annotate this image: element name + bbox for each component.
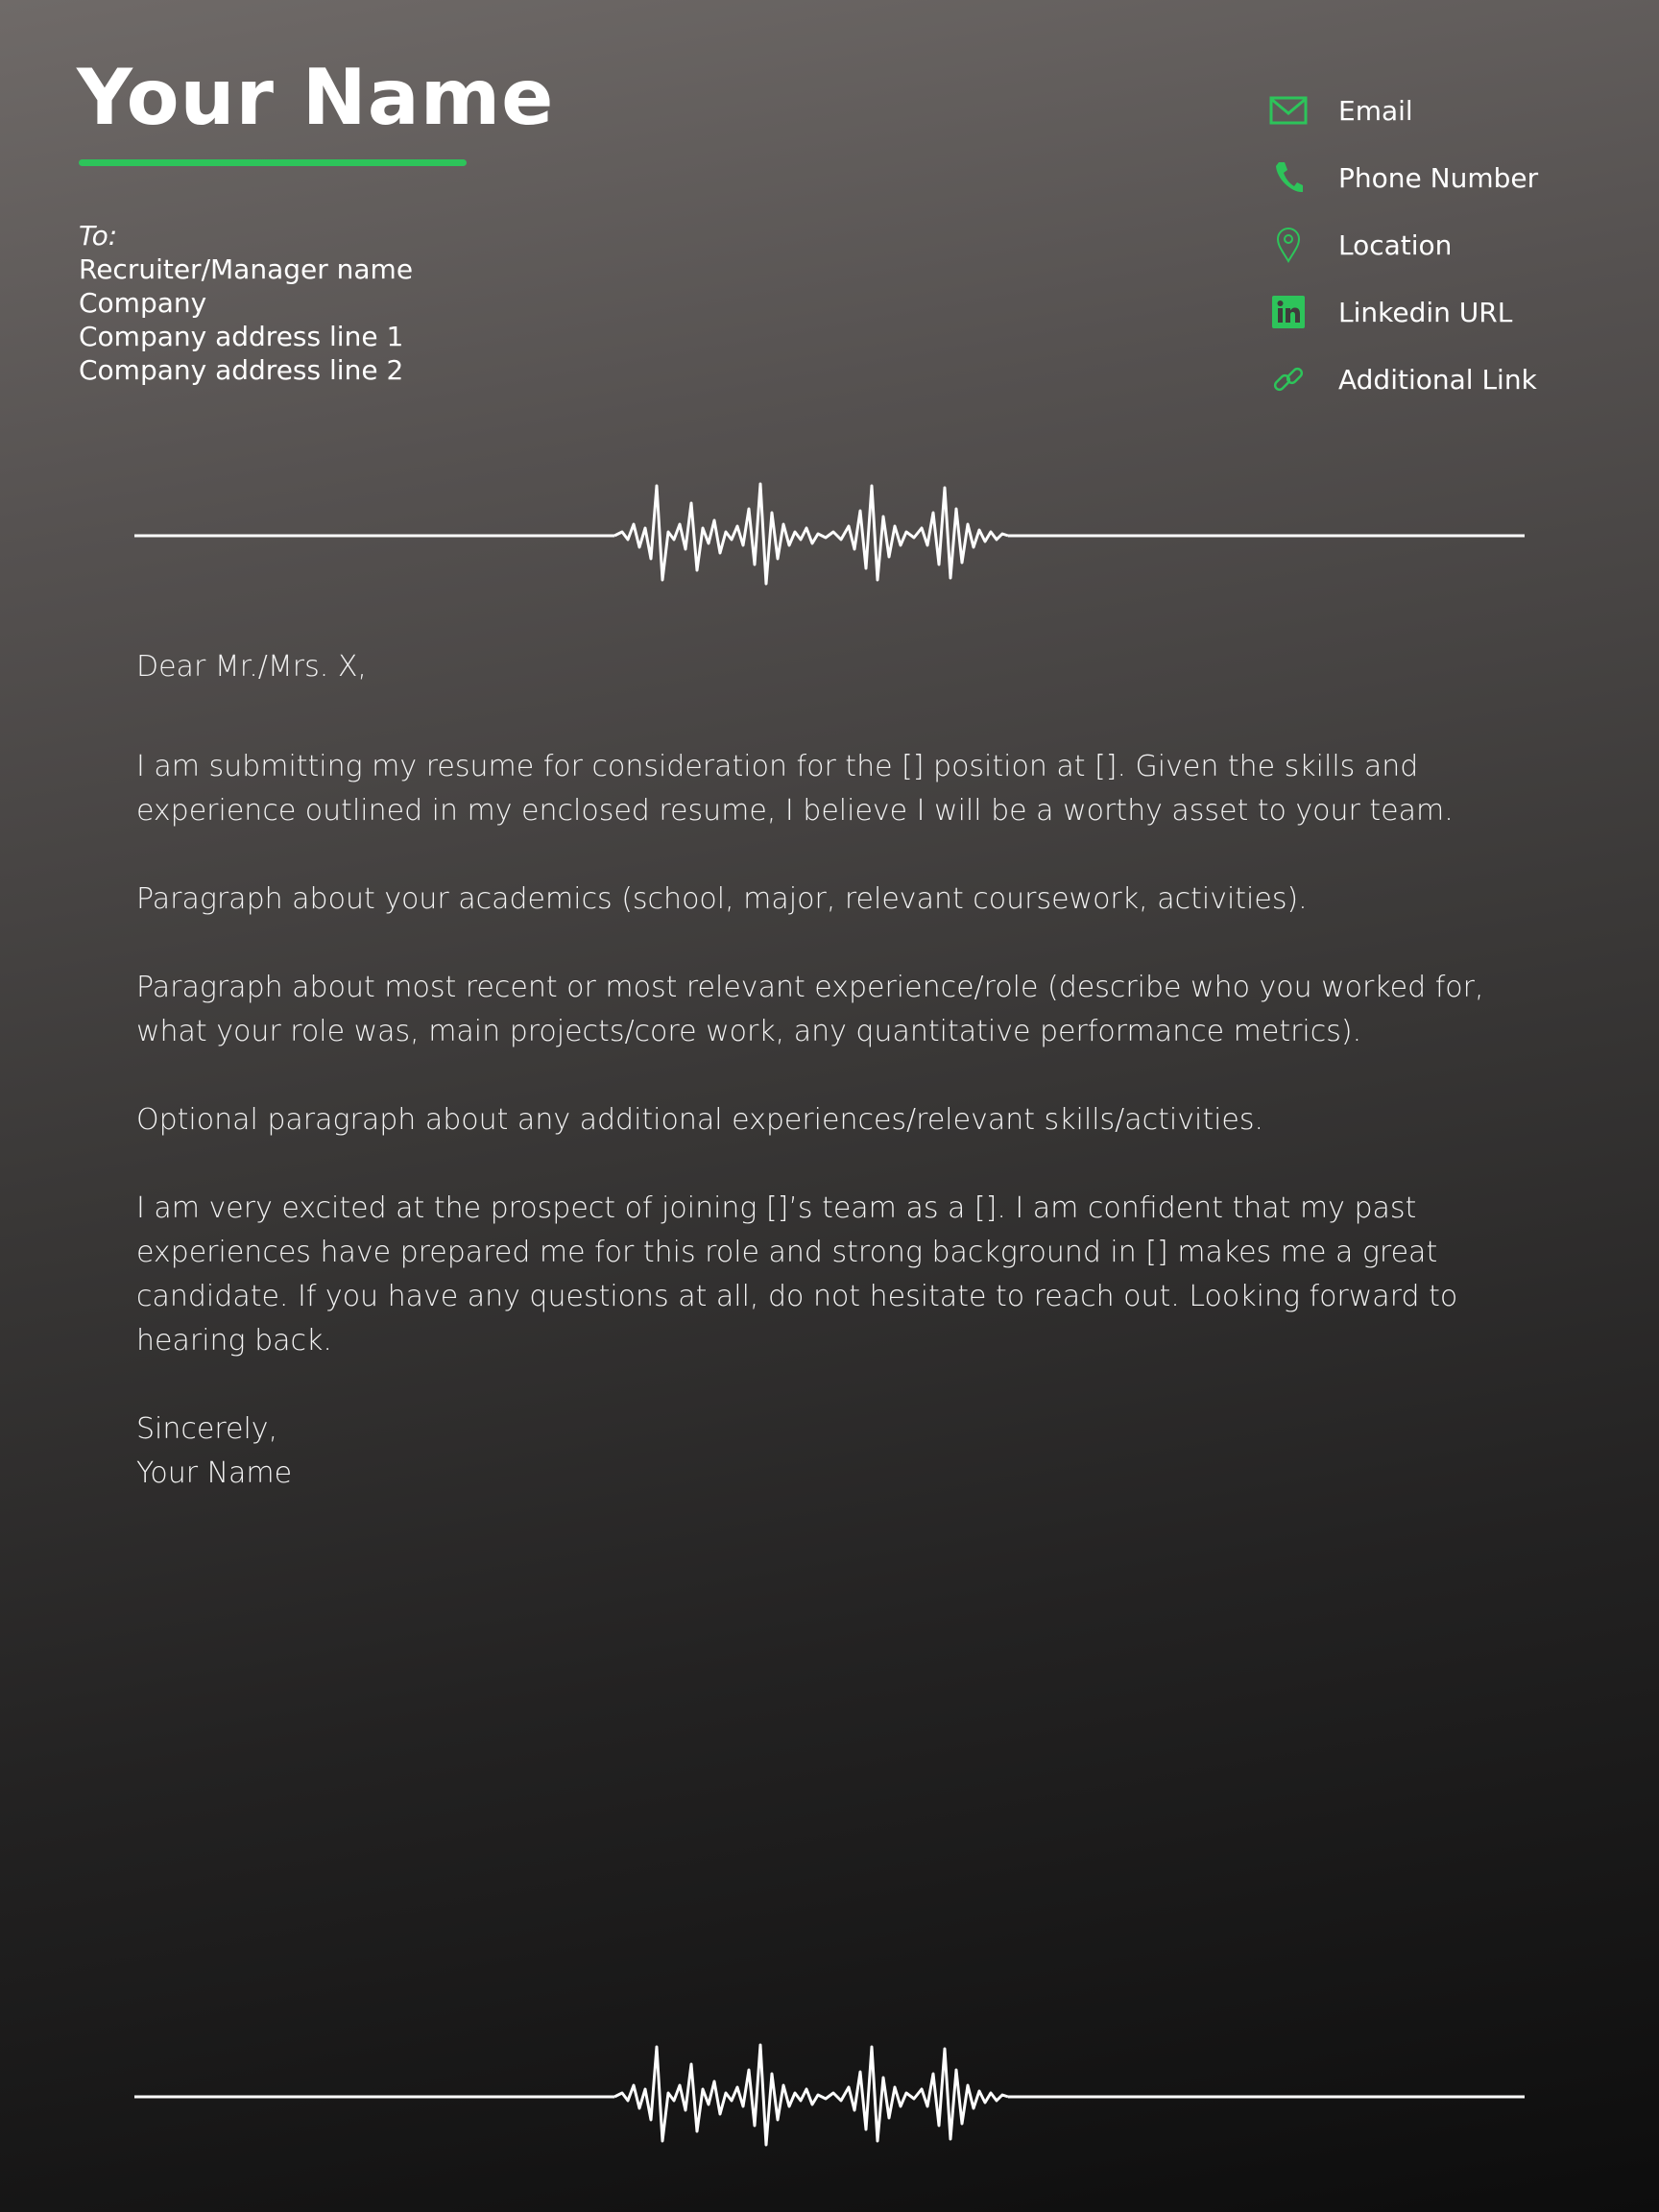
letter-paragraph: I am submitting my resume for consideration for the [] position at []. Given the skills and experience outlined in my enclosed resume, I believe I will be a worthy asset to your team. xyxy=(136,750,1454,828)
letter-paragraph: I am very excited at the prospect of joining []’s team as a []. I am confident that my past experiences have prepared me for this role and strong background in [] makes me a great candidate. If you have any questions at all, do not hesitate to reach out. Looking forward to hearing back. xyxy=(136,1191,1458,1358)
contact-label-linkedin: Linkedin URL xyxy=(1338,296,1513,328)
contact-phone[interactable] xyxy=(1265,144,1630,211)
recipient-line: Company xyxy=(79,287,207,319)
recipient-line: Company address line 2 xyxy=(79,354,404,386)
letter-paragraph: Paragraph about your academics (school, major, relevant coursework, activities). xyxy=(136,882,1308,916)
contact-email[interactable] xyxy=(1265,77,1630,144)
name-underline xyxy=(79,159,467,166)
contact-label-location: Location xyxy=(1338,228,1453,261)
signature: Your Name xyxy=(136,1456,293,1490)
recipient-block xyxy=(79,219,413,387)
letter-paragraph: Paragraph about most recent or most relevant experience/role (describe who you worked for, what your role was, main projects/core work, any quantitative performance metrics). xyxy=(136,971,1484,1048)
link-icon xyxy=(1265,360,1311,398)
applicant-name: Your Name xyxy=(77,53,555,142)
soundwave-divider-bottom xyxy=(134,2043,1525,2149)
contact-label-additional-link: Additional Link xyxy=(1338,363,1537,396)
soundwave-divider-top xyxy=(134,482,1525,588)
contact-location[interactable] xyxy=(1265,211,1630,278)
email-icon xyxy=(1265,91,1311,130)
contact-label-email: Email xyxy=(1338,94,1413,127)
location-icon xyxy=(1265,226,1311,264)
salutation: Dear Mr./Mrs. X, xyxy=(136,650,367,684)
recipient-line: Company address line 1 xyxy=(79,321,404,352)
letter-body xyxy=(136,645,1528,1496)
contact-list xyxy=(1265,77,1630,413)
contact-linkedin[interactable] xyxy=(1265,278,1630,346)
contact-label-phone: Phone Number xyxy=(1338,161,1539,194)
contact-additional-link[interactable] xyxy=(1265,346,1630,413)
recipient-line: Recruiter/Manager name xyxy=(79,253,414,285)
letter-paragraph: Optional paragraph about any additional experiences/relevant skills/activities. xyxy=(136,1103,1264,1137)
phone-icon xyxy=(1265,158,1311,197)
to-label: To: xyxy=(79,220,118,252)
linkedin-icon xyxy=(1265,293,1311,331)
closing: Sincerely, xyxy=(136,1412,278,1446)
